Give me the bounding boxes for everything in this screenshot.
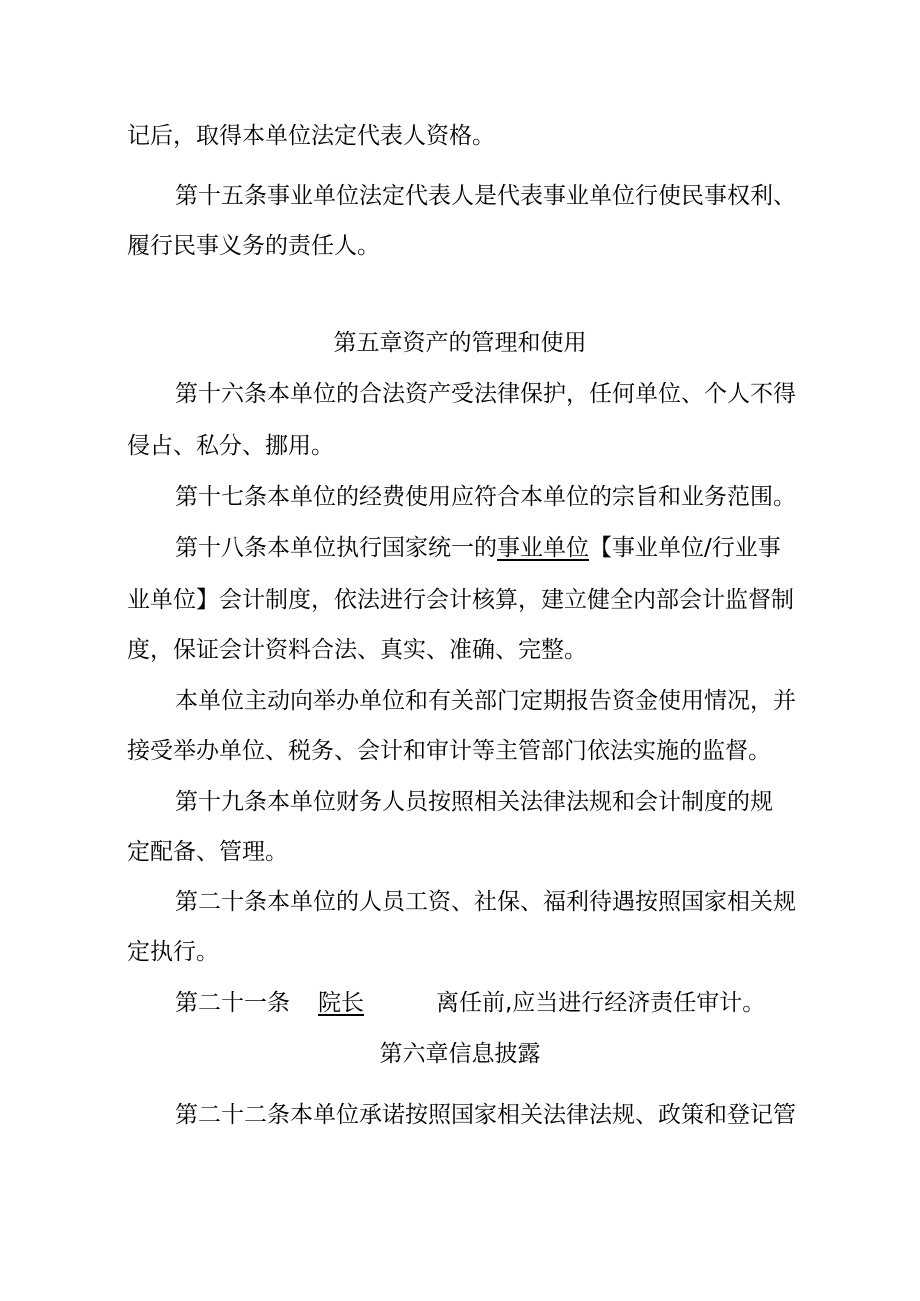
article-17: 第十七条本单位的经费使用应符合本单位的宗旨和业务范围。 (175, 484, 796, 510)
article-18 (175, 533, 807, 563)
paragraph-line: 侵占、私分、挪用。 (127, 433, 334, 459)
article-22: 第二十二条本单位承诺按照国家相关法律法规、政策和登记管 (175, 1102, 796, 1128)
chapter-6-heading: 第六章信息披露 (379, 1041, 541, 1067)
paragraph-line: 业单位】会计制度，依法进行会计核算，建立健全内部会计监督制 (127, 587, 794, 613)
paragraph-line: 记后，取得本单位法定代表人资格。 (127, 123, 495, 149)
article-21-text: 离任前,应当进行经济责任审计。 (436, 990, 766, 1016)
article-18-options: 【事业单位/行业事 (589, 535, 781, 561)
article-21-label: 第二十一条 (175, 990, 290, 1016)
fill-in-unit-type: 事业单位 (497, 535, 589, 561)
paragraph-line: 本单位主动向举办单位和有关部门定期报告资金使用情况，并 (175, 688, 796, 714)
chapter-5-heading: 第五章资产的管理和使用 (333, 330, 587, 356)
article-18-text: 第十八条本单位执行国家统一的 (175, 535, 497, 561)
article-20: 第二十条本单位的人员工资、社保、福利待遇按照国家相关规 (175, 889, 796, 915)
article-21 (175, 988, 807, 1018)
paragraph-line: 履行民事义务的责任人。 (127, 233, 380, 259)
article-19: 第十九条本单位财务人员按照相关法律法规和会计制度的规 (175, 789, 773, 815)
fill-in-position: 院长 (318, 990, 364, 1016)
article-15: 第十五条事业单位法定代表人是代表事业单位行使民事权利、 (175, 183, 796, 209)
article-16: 第十六条本单位的合法资产受法律保护，任何单位、个人不得 (175, 381, 796, 407)
paragraph-line: 度，保证会计资料合法、真实、准确、完整。 (127, 637, 587, 663)
paragraph-line: 定执行。 (127, 939, 219, 965)
paragraph-line: 接受举办单位、税务、会计和审计等主管部门依法实施的监督。 (127, 738, 771, 764)
paragraph-line: 定配备、管理。 (127, 839, 288, 865)
